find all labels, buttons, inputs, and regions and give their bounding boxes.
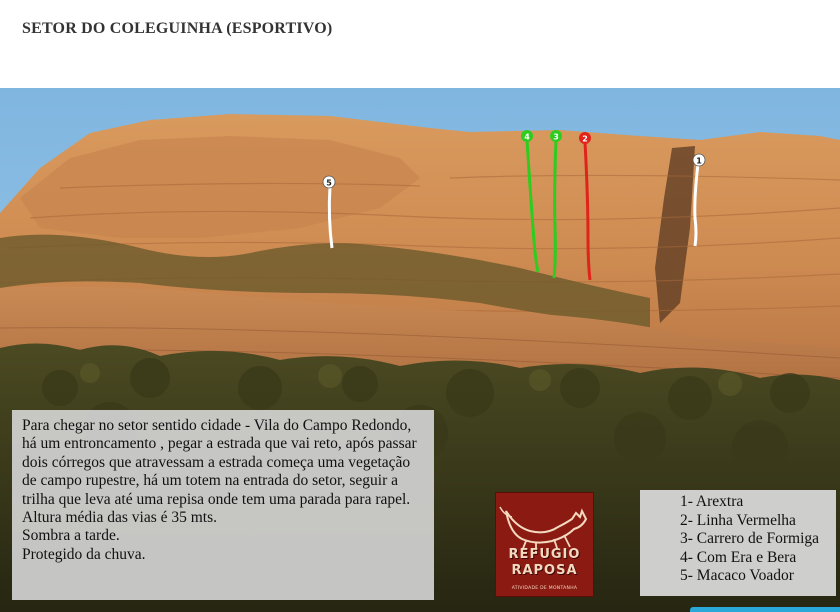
height-note: Altura média das vias é 35 mts. [22,509,217,527]
approach-paragraph: Para chegar no setor sentido cidade - Vila do Campo Redondo, há um entroncamento , pegar a estrada que vai reto, após passar dois córregos que atravessam a estrada começa uma vegetação de campo rupestre, há um totem na entrada do setor, seguir a trilha que leva até uma repisa onde tem uma parada para rapel. [22,417,417,508]
logo-line-2: RAPOSA [511,563,578,578]
route-line-3 [554,140,556,278]
route-item-4: 4- Com Era e Bera [680,548,797,566]
route-item-5: 5- Macaco Voador [680,567,794,585]
svg-text:5: 5 [326,178,332,188]
route-item-3: 3- Carrero de Formiga [680,530,820,548]
route-marker-5 [323,176,335,188]
page-title: SETOR DO COLEGUINHA (ESPORTIVO) [22,20,333,37]
bottom-accent-bar [690,607,840,612]
svg-text:3: 3 [553,132,559,142]
route-marker-4 [521,130,533,142]
route-item-1: 1- Arextra [680,493,744,510]
refugio-raposa-logo [495,492,594,597]
rain-note: Protegido da chuva. [22,545,146,563]
route-marker-3 [550,130,562,142]
svg-text:1: 1 [696,156,702,166]
route-marker-2 [579,132,591,144]
shade-note: Sombra a tarde. [22,527,120,545]
route-item-2: 2- Linha Vermelha [680,511,796,529]
route-marker-1 [693,154,705,166]
logo-line-1: REFUGIO [508,547,581,562]
svg-text:2: 2 [582,134,588,144]
logo-tagline: ATIVIDADE DE MONTANHA [511,586,578,591]
routes-legend [640,490,836,596]
svg-text:4: 4 [524,132,530,142]
approach-info-box [12,410,434,600]
